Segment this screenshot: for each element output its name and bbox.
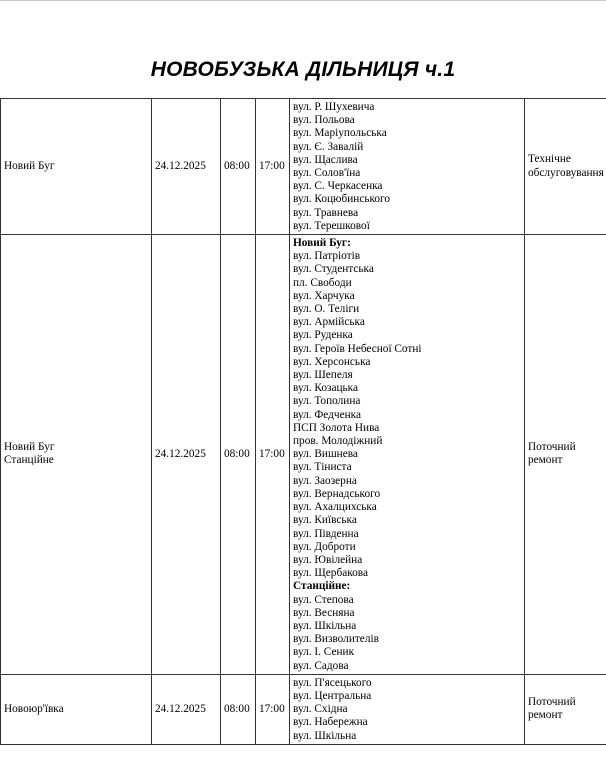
street-item: вул. Шепеля <box>293 369 353 382</box>
street-item: вул. Весняна <box>293 606 355 619</box>
street-item: вул. Є. Завалій <box>293 140 364 153</box>
settlement-cell <box>1 674 152 744</box>
table-row <box>1 674 606 744</box>
street-item: вул. Федченка <box>293 408 361 421</box>
end-time-cell: 17:00 <box>256 99 290 235</box>
start-time-cell: 08:00 <box>221 99 256 235</box>
date-cell: 24.12.2025 <box>152 235 221 675</box>
settlement-name: Новий Буг <box>4 441 55 454</box>
street-item: вул. Польова <box>293 114 355 127</box>
top-divider <box>0 0 606 1</box>
street-item: вул. Патріотів <box>293 250 361 263</box>
start-time-cell: 08:00 <box>221 235 256 675</box>
street-item: вул. Студентська <box>293 263 374 276</box>
schedule-table <box>0 98 606 745</box>
work-type-line: обслуговування <box>528 166 604 179</box>
street-item: вул. Р. Шухевича <box>293 101 375 113</box>
street-item: вул. С. Черкасенка <box>293 180 383 193</box>
work-type-line: ремонт <box>528 454 563 467</box>
work-type-cell <box>525 235 606 675</box>
street-item: вул. Травнева <box>293 206 359 219</box>
work-type-line: Технічне <box>528 153 571 166</box>
work-type-line: Поточний <box>528 441 576 454</box>
street-item: вул. Визволителів <box>293 633 379 646</box>
settlement-cell <box>1 99 152 235</box>
street-item: вул. О. Теліги <box>293 303 360 316</box>
street-item: вул. Щербакова <box>293 567 368 580</box>
street-group-heading: Новий Буг: <box>293 237 351 250</box>
street-item: вул. Ахалцихська <box>293 501 377 514</box>
street-item: вул. Коцюбинського <box>293 193 391 206</box>
work-type-line: ремонт <box>528 709 563 722</box>
settlement-name: Станційне <box>4 454 54 467</box>
street-item: вул. Солов'їна <box>293 167 361 180</box>
street-item: вул. Степова <box>293 593 354 606</box>
street-item: вул. Заозерна <box>293 474 357 487</box>
streets-cell <box>290 235 525 675</box>
work-type-line: Поточний <box>528 696 576 709</box>
street-item: вул. Козацька <box>293 382 359 395</box>
table-row <box>1 99 606 235</box>
street-item: вул. Шкільна <box>293 729 357 742</box>
street-item: вул. Південна <box>293 527 359 540</box>
street-item: вул. П'ясецького <box>293 676 372 689</box>
street-item: вул. Маріупольська <box>293 127 387 140</box>
street-item: вул. Армійська <box>293 316 365 329</box>
streets-cell <box>290 674 525 744</box>
end-time-cell: 17:00 <box>256 674 290 744</box>
street-item: вул. Шкільна <box>293 619 357 632</box>
date-cell: 24.12.2025 <box>152 99 221 235</box>
street-item: вул. Київська <box>293 514 357 527</box>
street-item: вул. Вернадського <box>293 487 381 500</box>
street-item: пл. Свободи <box>293 276 352 289</box>
street-item: вул. Харчука <box>293 289 355 302</box>
street-item: вул. Вишнева <box>293 448 358 461</box>
street-item: вул. Ювілейна <box>293 553 363 566</box>
street-item: пров. Молодіжний <box>293 435 383 448</box>
table-row <box>1 235 606 675</box>
street-item: вул. Набережна <box>293 716 368 729</box>
street-item: вул. Терешкової <box>293 219 370 232</box>
date-cell: 24.12.2025 <box>152 674 221 744</box>
street-item: вул. Херсонська <box>293 355 371 368</box>
settlement-name: Новоюр'ївка <box>4 702 64 715</box>
street-item: вул. Героїв Небесної Сотні <box>293 342 422 355</box>
street-item: вул. Щаслива <box>293 153 358 166</box>
end-time-cell: 17:00 <box>256 235 290 675</box>
street-item: ПСП Золота Нива <box>293 421 380 434</box>
street-item: вул. Руденка <box>293 329 353 342</box>
street-item: вул. Центральна <box>293 689 372 702</box>
street-item: вул. Садова <box>293 659 349 672</box>
street-group-heading: Станційне: <box>293 580 351 593</box>
street-item: вул. Тіниста <box>293 461 352 474</box>
settlement-cell <box>1 235 152 675</box>
settlement-name: Новий Буг <box>4 159 55 172</box>
work-type-cell <box>525 674 606 744</box>
street-item: вул. Східна <box>293 703 348 716</box>
streets-cell <box>290 99 525 235</box>
street-item: вул. Доброти <box>293 540 356 553</box>
start-time-cell: 08:00 <box>221 674 256 744</box>
street-item: вул. І. Сеник <box>293 646 355 659</box>
page-title: НОВОБУЗЬКА ДІЛЬНИЦЯ ч.1 <box>150 58 456 81</box>
work-type-cell <box>525 99 606 235</box>
street-item: вул. Тополина <box>293 395 361 408</box>
